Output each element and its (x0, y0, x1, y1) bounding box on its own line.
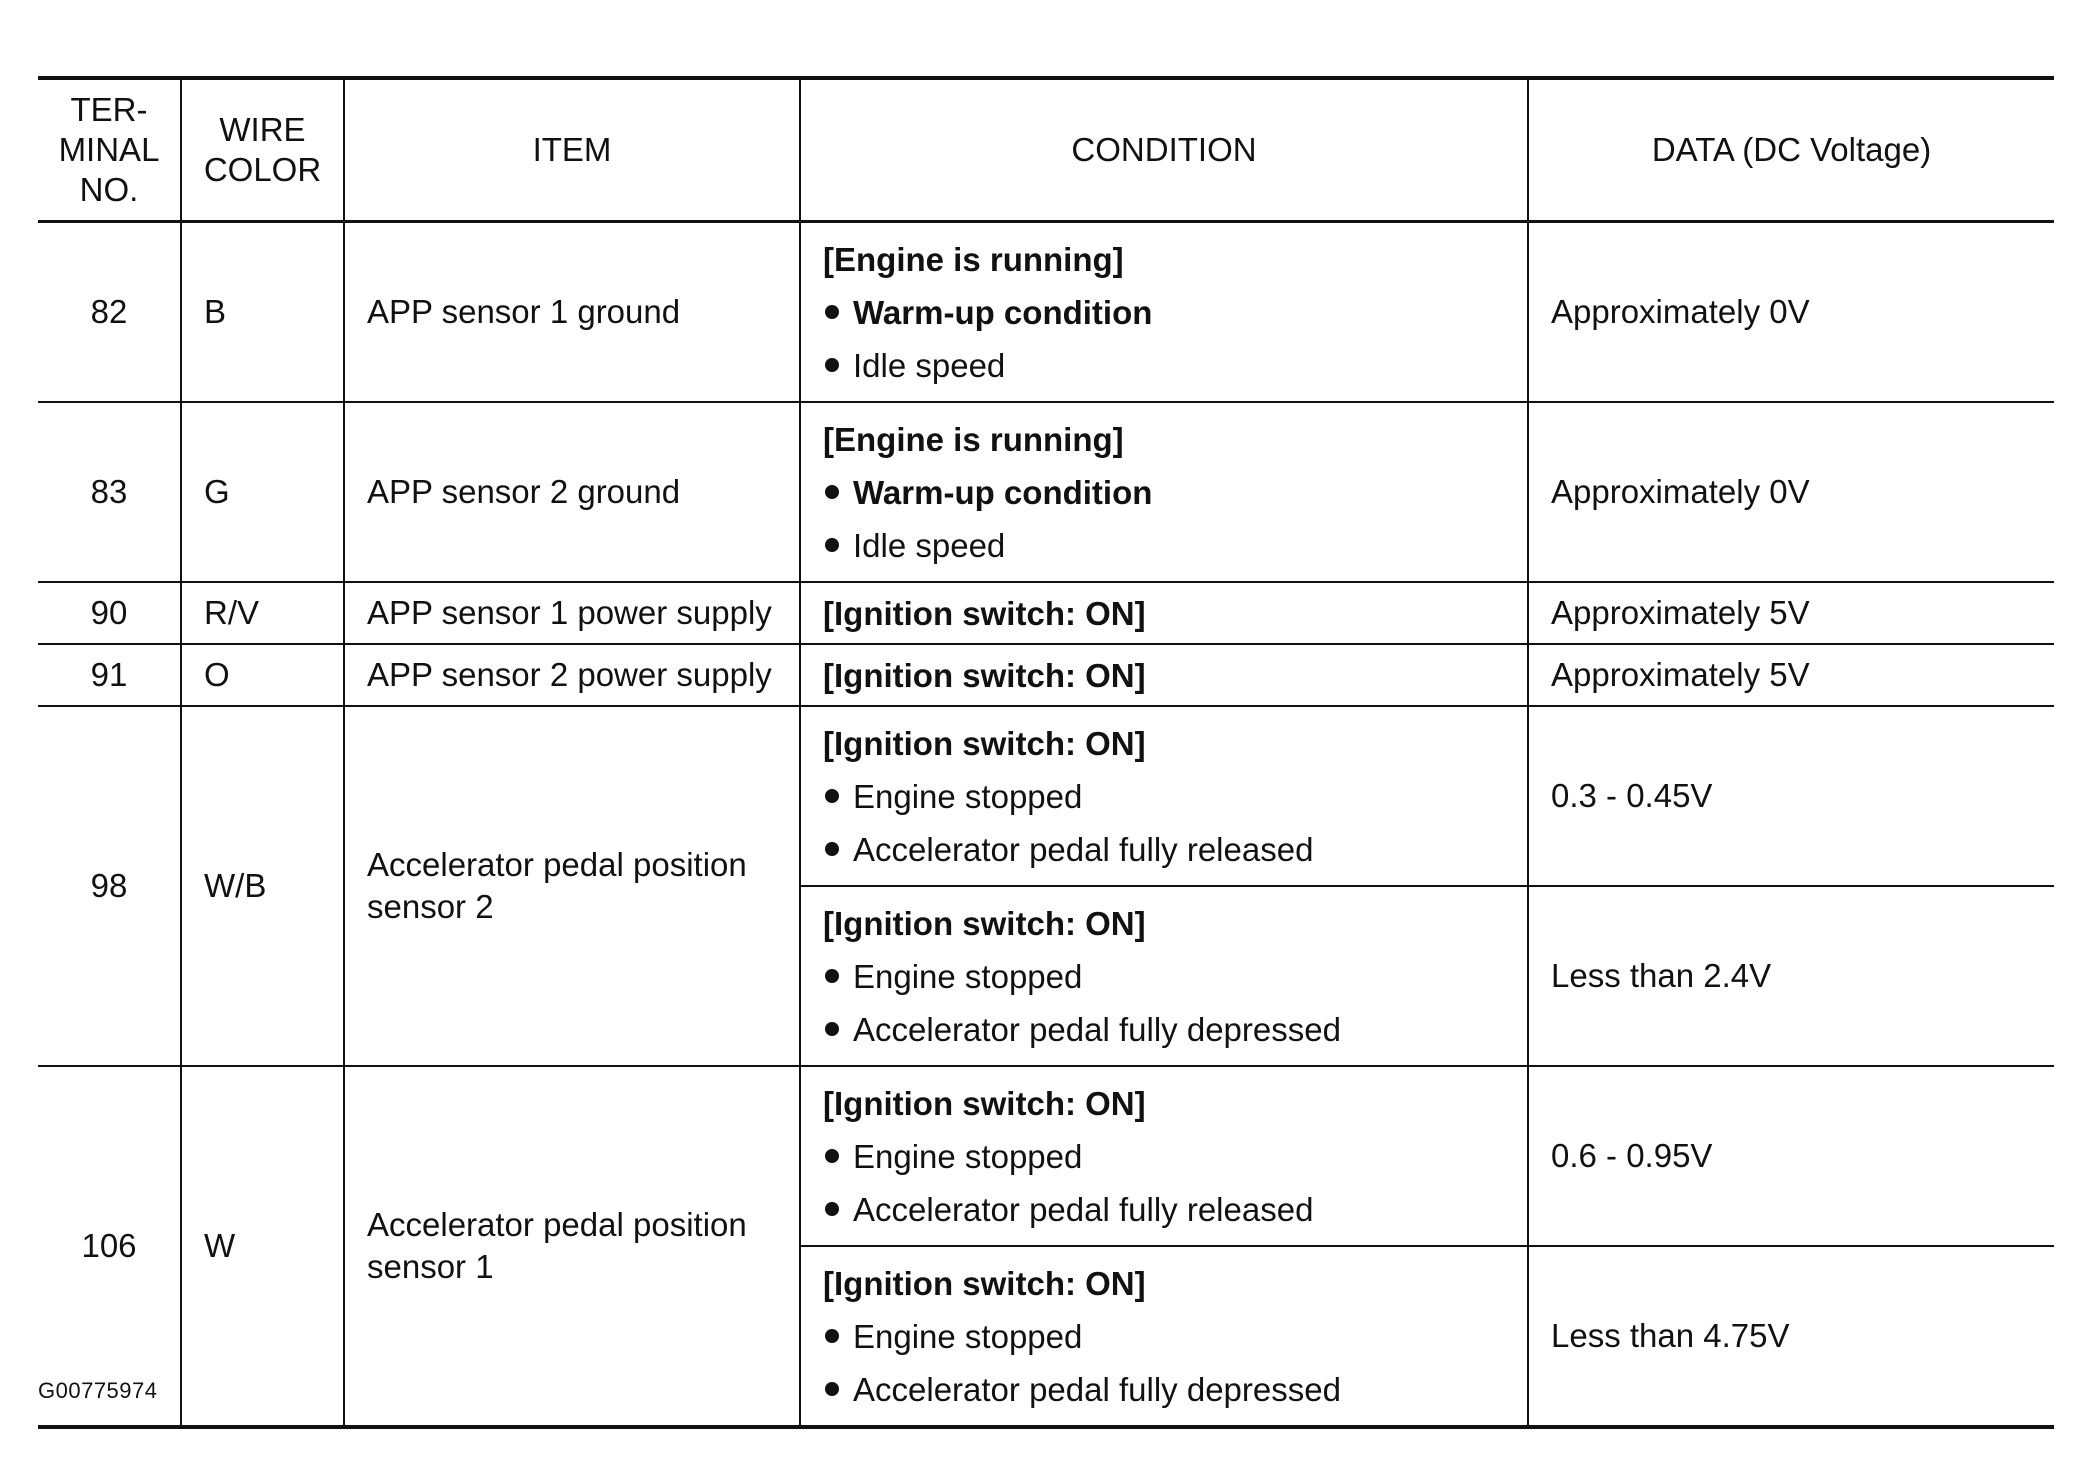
bullet-icon (825, 1329, 839, 1343)
wire-color-cell: W/B (181, 706, 344, 1066)
bullet-icon (825, 1202, 839, 1216)
table-row (38, 1066, 2054, 1246)
condition-bullet-text: Engine stopped (853, 777, 1083, 815)
wire-color-cell: B (181, 222, 344, 403)
condition-bullet-text: Engine stopped (853, 957, 1083, 995)
condition-bullet-text: Accelerator pedal fully depressed (853, 1370, 1341, 1408)
header-terminal-line-3: NO. (79, 171, 139, 208)
table-row (38, 644, 2054, 706)
condition-lead: [Ignition switch: ON] (823, 904, 1146, 942)
condition-bullet (823, 1310, 1527, 1363)
data-cell: Approximately 5V (1528, 582, 2054, 644)
terminal-cell: 82 (38, 222, 181, 403)
header-condition: CONDITION (800, 78, 1528, 222)
condition-bullet-text: Accelerator pedal fully released (853, 830, 1314, 868)
bullet-icon (825, 1382, 839, 1396)
table-row (38, 402, 2054, 582)
condition-cell (800, 402, 1528, 582)
terminal-data-table (38, 76, 2054, 1429)
terminal-cell: 83 (38, 402, 181, 582)
terminal-cell: 106 (38, 1066, 181, 1427)
item-cell: APP sensor 1 ground (344, 222, 800, 403)
condition-cell (800, 582, 1528, 644)
header-item: ITEM (344, 78, 800, 222)
figure-id-label: G00775974 (38, 1378, 158, 1403)
condition-bullet-text: Warm-up condition (853, 473, 1153, 511)
condition-cell (800, 706, 1528, 886)
wire-color-cell: G (181, 402, 344, 582)
condition-bullet (823, 823, 1527, 876)
header-wire-line-1: WIRE (219, 111, 306, 148)
header-data: DATA (DC Voltage) (1528, 78, 2054, 222)
header-terminal-no (38, 78, 181, 222)
data-cell: Approximately 0V (1528, 222, 2054, 403)
table-row (38, 706, 2054, 886)
condition-bullet (823, 286, 1527, 339)
wire-color-cell: R/V (181, 582, 344, 644)
condition-bullet (823, 1003, 1527, 1056)
condition-cell (800, 222, 1528, 403)
condition-lead: [Ignition switch: ON] (823, 656, 1146, 694)
condition-bullet-text: Idle speed (853, 526, 1006, 564)
bullet-icon (825, 842, 839, 856)
bullet-icon (825, 485, 839, 499)
bullet-icon (825, 538, 839, 552)
bullet-icon (825, 305, 839, 319)
condition-lead: [Ignition switch: ON] (823, 724, 1146, 762)
item-cell: Accelerator pedal position sensor 2 (344, 706, 800, 1066)
table-header-row (38, 78, 2054, 222)
header-wire-line-2: COLOR (203, 151, 322, 188)
condition-bullet (823, 1363, 1527, 1416)
bullet-icon (825, 789, 839, 803)
condition-bullet (823, 1130, 1527, 1183)
condition-lead: [Engine is running] (823, 240, 1124, 278)
item-cell: APP sensor 2 power supply (344, 644, 800, 706)
condition-lead: [Ignition switch: ON] (823, 1084, 1146, 1122)
condition-lead: [Ignition switch: ON] (823, 594, 1146, 632)
header-terminal-line-1: TER- (70, 91, 148, 128)
condition-lead: [Engine is running] (823, 420, 1124, 458)
data-cell: 0.3 - 0.45V (1528, 706, 2054, 886)
data-cell: Approximately 0V (1528, 402, 2054, 582)
data-cell: Less than 2.4V (1528, 886, 2054, 1066)
condition-bullet (823, 466, 1527, 519)
condition-lead: [Ignition switch: ON] (823, 1264, 1146, 1302)
condition-bullet (823, 519, 1527, 572)
condition-bullet (823, 1183, 1527, 1236)
condition-bullet-text: Accelerator pedal fully depressed (853, 1010, 1341, 1048)
bullet-icon (825, 969, 839, 983)
condition-bullet (823, 770, 1527, 823)
condition-bullet-text: Engine stopped (853, 1317, 1083, 1355)
bullet-icon (825, 1149, 839, 1163)
header-terminal-line-2: MINAL (58, 131, 160, 168)
terminal-cell: 98 (38, 706, 181, 1066)
wire-color-cell: W (181, 1066, 344, 1427)
data-cell: 0.6 - 0.95V (1528, 1066, 2054, 1246)
condition-bullet-text: Engine stopped (853, 1137, 1083, 1175)
data-cell: Approximately 5V (1528, 644, 2054, 706)
wire-color-cell: O (181, 644, 344, 706)
bullet-icon (825, 1022, 839, 1036)
condition-bullet-text: Idle speed (853, 346, 1006, 384)
item-cell: APP sensor 1 power supply (344, 582, 800, 644)
item-cell: APP sensor 2 ground (344, 402, 800, 582)
condition-bullet-text: Accelerator pedal fully released (853, 1190, 1314, 1228)
terminal-cell: 90 (38, 582, 181, 644)
table-row (38, 582, 2054, 644)
terminal-data-document (38, 76, 2054, 1429)
bullet-icon (825, 358, 839, 372)
item-cell: Accelerator pedal position sensor 1 (344, 1066, 800, 1427)
terminal-cell: 91 (38, 644, 181, 706)
condition-cell (800, 886, 1528, 1066)
condition-bullet-text: Warm-up condition (853, 293, 1153, 331)
condition-bullet (823, 339, 1527, 392)
condition-cell (800, 644, 1528, 706)
data-cell: Less than 4.75V (1528, 1246, 2054, 1427)
condition-cell (800, 1066, 1528, 1246)
condition-bullet (823, 950, 1527, 1003)
table-row (38, 222, 2054, 403)
condition-cell (800, 1246, 1528, 1427)
header-wire-color (181, 78, 344, 222)
